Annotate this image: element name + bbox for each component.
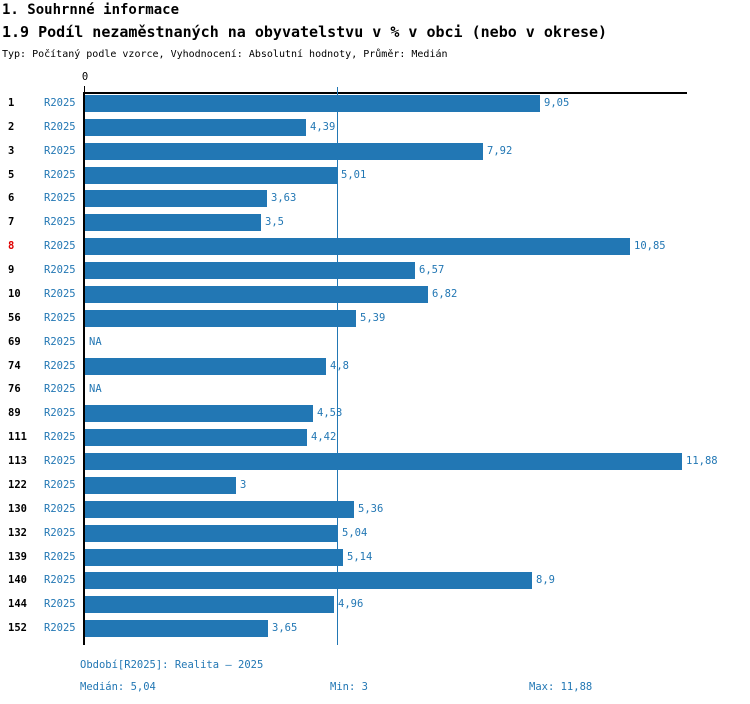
bar-value-label: 5,36 [358,503,384,515]
row-period-label: R2025 [44,192,76,204]
bar-value-label: 4,8 [330,360,349,372]
bar [85,238,630,255]
row-period-label: R2025 [44,169,76,181]
bar-value-label: 6,57 [419,264,445,276]
bar-row [0,214,750,231]
row-id-label: 144 [8,598,27,610]
bar-value-label: 4,39 [310,121,336,133]
bar-value-label: 8,9 [536,574,555,586]
bar-value-label: 4,96 [338,598,364,610]
bar-row [0,549,750,566]
bar-value-label: 5,01 [341,169,367,181]
bar [85,143,483,160]
bar [85,572,532,589]
bar [85,620,268,637]
bar [85,119,306,136]
na-label: NA [89,383,102,395]
row-period-label: R2025 [44,264,76,276]
bar-value-label: 5,14 [347,551,373,563]
row-id-label: 5 [8,169,15,181]
row-period-label: R2025 [44,288,76,300]
bar-row [0,167,750,184]
bar [85,596,334,613]
bar-value-label: 6,82 [432,288,458,300]
bar [85,477,236,494]
section-title: 1. Souhrnné informace [2,2,180,18]
stat-min: Min: 3 [330,681,368,693]
bar-row [0,358,750,375]
bar [85,262,415,279]
bar [85,310,356,327]
bar-row [0,525,750,542]
bar-value-label: 11,88 [686,455,718,467]
bar [85,286,428,303]
bar-row [0,334,750,351]
row-id-label: 9 [8,264,15,276]
x-axis-line [83,92,687,94]
bar-row [0,238,750,255]
row-period-label: R2025 [44,503,76,515]
bar [85,214,261,231]
row-period-label: R2025 [44,527,76,539]
bar-row [0,190,750,207]
bar-row [0,143,750,160]
bar [85,190,267,207]
bar-row [0,405,750,422]
row-period-label: R2025 [44,312,76,324]
row-id-label: 111 [8,431,27,443]
stat-max: Max: 11,88 [529,681,593,693]
row-id-label: 1 [8,97,15,109]
row-id-label: 8 [8,240,15,252]
bar [85,525,338,542]
row-period-label: R2025 [44,216,76,228]
bar [85,95,540,112]
row-id-label: 132 [8,527,27,539]
row-id-label: 2 [8,121,15,133]
row-id-label: 139 [8,551,27,563]
bar-row [0,95,750,112]
row-id-label: 6 [8,192,15,204]
row-id-label: 122 [8,479,27,491]
bar-row [0,501,750,518]
bar-row [0,381,750,398]
row-id-label: 140 [8,574,27,586]
stat-median: Medián: 5,04 [80,681,156,693]
x-axis-zero-label: 0 [81,71,89,83]
row-id-label: 152 [8,622,27,634]
row-id-label: 76 [8,383,21,395]
row-period-label: R2025 [44,574,76,586]
bar-row [0,620,750,637]
row-period-label: R2025 [44,383,76,395]
bar-value-label: 7,92 [487,145,513,157]
bar-value-label: 3,63 [271,192,297,204]
bar [85,501,354,518]
row-period-label: R2025 [44,97,76,109]
bar-row [0,286,750,303]
row-period-label: R2025 [44,431,76,443]
row-id-label: 3 [8,145,15,157]
bar-row [0,572,750,589]
row-id-label: 113 [8,455,27,467]
bar [85,358,326,375]
row-period-label: R2025 [44,598,76,610]
bar [85,167,337,184]
row-period-label: R2025 [44,121,76,133]
bar-row [0,453,750,470]
bar-value-label: 5,04 [342,527,368,539]
bar-value-label: 3,65 [272,622,298,634]
na-label: NA [89,336,102,348]
bar-row [0,310,750,327]
chart-meta: Typ: Počítaný podle vzorce, Vyhodnocení: Absolutní hodnoty, Průměr: Medián [2,49,448,60]
bar-row [0,119,750,136]
bar-value-label: 5,39 [360,312,386,324]
bar-value-label: 9,05 [544,97,570,109]
bar-value-label: 4,53 [317,407,343,419]
bar-row [0,262,750,279]
bar-value-label: 3 [240,479,247,491]
row-period-label: R2025 [44,240,76,252]
row-id-label: 130 [8,503,27,515]
bar-row [0,477,750,494]
bar-row [0,596,750,613]
chart-title: 1.9 Podíl nezaměstnaných na obyvatelstvu v % v obci (nebo v okrese) [2,23,608,41]
bar [85,405,313,422]
row-period-label: R2025 [44,145,76,157]
row-period-label: R2025 [44,336,76,348]
row-id-label: 56 [8,312,21,324]
bar [85,429,307,446]
row-period-label: R2025 [44,407,76,419]
bar-value-label: 3,5 [265,216,284,228]
row-id-label: 10 [8,288,21,300]
row-period-label: R2025 [44,622,76,634]
row-period-label: R2025 [44,455,76,467]
row-id-label: 7 [8,216,15,228]
row-period-label: R2025 [44,479,76,491]
row-id-label: 69 [8,336,21,348]
bar [85,549,343,566]
period-legend: Období[R2025]: Realita – 2025 [80,659,264,671]
row-id-label: 89 [8,407,21,419]
bar-row [0,429,750,446]
bar-value-label: 4,42 [311,431,337,443]
bar [85,453,682,470]
bar-value-label: 10,85 [634,240,666,252]
row-period-label: R2025 [44,360,76,372]
row-period-label: R2025 [44,551,76,563]
row-id-label: 74 [8,360,21,372]
